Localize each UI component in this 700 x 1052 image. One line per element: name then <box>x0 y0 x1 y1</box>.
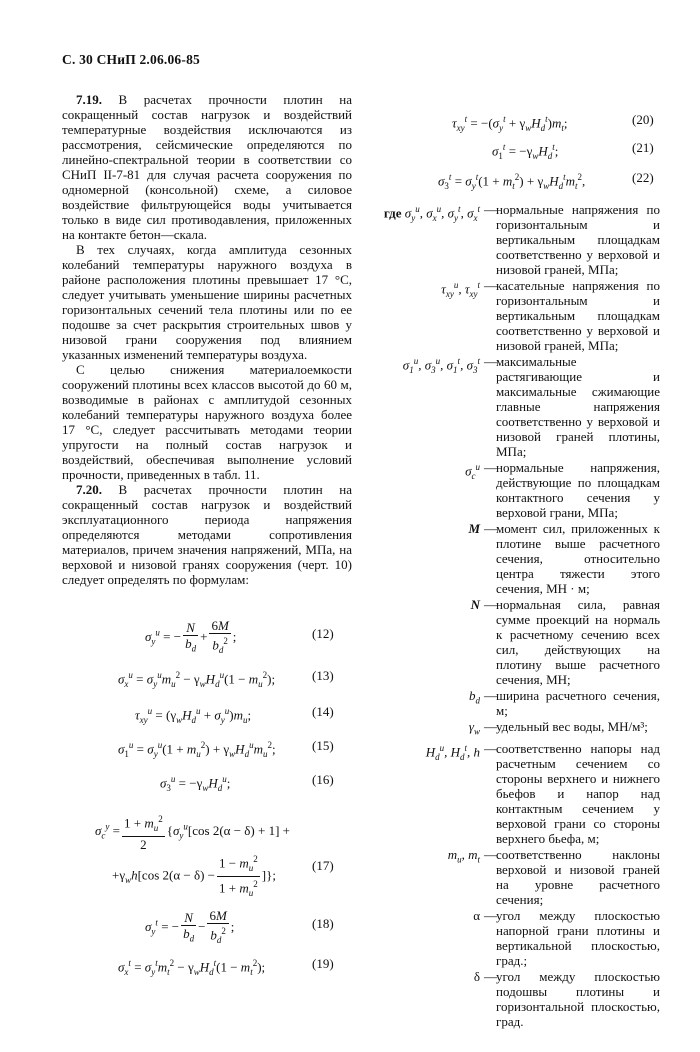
page-header: С. 30 СНиП 2.06.06-85 <box>62 52 200 67</box>
definition-symbol: $\sigma_c^u$ <box>465 462 480 481</box>
definition-symbol: $H_d^u$, $H_d^t$, h <box>425 742 480 762</box>
paragraph-text: В расчетах прочности плотин на сокращенный состав нагрузок и воздействий эксплуатационного периода напряжения определяются методами сопротивления материалов, причем значения напряжений, МПа, на верховой и низовой гранях сооружения (черт. 10) следует определять по формулам: <box>62 482 353 587</box>
definition-text: момент сил, приложенных к плотине выше расчетного сечения, относительно центра тяжести этого сечения, МН · м; <box>496 521 660 596</box>
definition-item: N — нормальная сила, равная сумме проекций на нормаль к расчетному сечению всех сил, действующих на плотину выше расчетного сечения, МН; <box>360 597 660 687</box>
definition-text: нормальные напряжения по горизонтальным и вертикальным площадкам соответственно у верховой и низовой граней, МПа; <box>496 202 660 277</box>
formula-16: $\sigma_3^u = -\gamma_wH_d^u$; <box>160 774 231 793</box>
formula-18: $\sigma_y^t$ = − $\frac{N}{b_d}$ − $\frac{6M}{b_d^2}$ ; <box>145 908 235 945</box>
paragraph-text: В тех случаях, когда амплитуда сезонных колебаний температуры наружного воздуха в районе расположения плотины превышает 17 °С, следует учитывать уменьшение ширины расчетных горизонтальных сечений тела плотины или по ее подошве за счет раскрытия строительных швов у низовой грани сооружения под влиянием указанных изменений температуры воздуха. <box>62 242 352 362</box>
paragraph-amplitude <box>62 242 352 362</box>
definition-symbol: δ <box>473 968 480 984</box>
paragraph-text: В расчетах прочности плотин на сокращенный состав нагрузок и воздействий температурные воздействия исключаются из рассмотрения, сейсмические определяются по линейно-спектральной теории в соответствии со СНиП II-7-81 для случая расчета сооружения по одномерной (консольной) схеме, а силовое воздействие фильтрующейся воды учитывается только в виде сил противодавления, приложенных на контакте бетон—скала. <box>62 92 353 242</box>
definition-item: $\sigma_1^u$, $\sigma_3^u$, $\sigma_1^t$, $\sigma_3^t$ — максимальные растягивающие и максимальные сжимающие главные напряжения соответственно у верховой и низовой граней плотины, МПа; <box>360 354 660 459</box>
formula-21: $\sigma_1^t = -\gamma_wH_d^t$; <box>492 142 559 161</box>
equation-number: (21) <box>632 140 654 155</box>
formula-20: $\tau_{xy}^t = -(\sigma_y^t + \gamma_wH_d^t)m_t$; <box>452 114 568 133</box>
equation-number: (18) <box>312 916 334 931</box>
definition-item: $\sigma_c^u$ — нормальные напряжения, действующие по площадкам контактного сечения у верховой грани, МПа; <box>360 460 660 520</box>
paragraph-text: С целью снижения материалоемкости сооружений плотины всех классов высотой до 60 м, возводимые в районах с амплитудой сезонных колебаний температуры наружного воздуха более 17 °С, следует рассчитывать методами теории упругости на полный состав нагрузок и воздействий, обеспечивая выполнение условий прочности, приведенных в табл. 11. <box>62 362 352 482</box>
definition-symbol: где $\sigma_y^u$, $\sigma_x^u$, $\sigma_y^t$, $\sigma_x^t$ <box>383 204 480 223</box>
definition-symbol: $\gamma_w$ <box>468 719 480 737</box>
formula-22: $\sigma_3^t = \sigma_y^t(1 + m_t^2) + \gamma_wH_d^tm_t^2$, <box>438 172 586 191</box>
equation-number: (17) <box>312 858 334 873</box>
definition-symbol: $m_u$, $m_t$ <box>447 846 480 865</box>
definition-symbol: α <box>473 907 480 923</box>
definition-text: угол между плоскостью подошвы плотины и горизонтальной плоскостью, град. <box>496 968 660 1029</box>
equation-number: (14) <box>312 704 334 719</box>
section-number: 7.20. <box>76 482 102 497</box>
formula-17a: $\sigma_c^y$ = $\frac{1 + m_u^2}{2}$ {$\sigma_y^u[\cos$ 2(α − δ) + 1] + <box>95 814 290 852</box>
section-number: 7.19. <box>76 92 102 107</box>
definition-item: α — угол между плоскостью напорной грани плотины и вертикальной плоскостью, град.; <box>360 908 660 968</box>
definition-item: $H_d^u$, $H_d^t$, h — соответственно напоры над расчетным сечением со стороны верхнего и нижнего бьефов и напор над контактным сечением у верховой грани со стороны верхнего бьефа, м; <box>360 741 660 846</box>
definition-item: $m_u$, $m_t$ — соответственно наклоны верховой и низовой граней на уровне расчетного сечения; <box>360 847 660 907</box>
definition-text: соответственно наклоны верховой и низовой граней на уровне расчетного сечения; <box>496 846 660 907</box>
formula-14: $\tau_{xy}^u = (\gamma_wH_d^u + \sigma_y^u)m_u$; <box>135 706 252 725</box>
equation-number: (12) <box>312 626 334 641</box>
equation-number: (13) <box>312 668 334 683</box>
definition-item: M — момент сил, приложенных к плотине выше расчетного сечения, относительно центра тяжести этого сечения, МН · м; <box>360 521 660 596</box>
formula-15: $\sigma_1^u = \sigma_y^u(1 + m_u^2) + \gamma_wH_d^um_u^2$; <box>118 740 276 759</box>
definition-text: соответственно напоры над расчетным сечением со стороны верхнего и нижнего бьефов и напор над контактным сечением у верховой грани со стороны верхнего бьефа, м; <box>496 740 660 846</box>
definition-item: δ — угол между плоскостью подошвы плотины и горизонтальной плоскостью, град. <box>360 969 660 1029</box>
definition-symbol: N <box>470 597 480 612</box>
paragraph-7-19 <box>62 92 352 242</box>
definition-symbol: $b_d$ <box>469 688 480 706</box>
definition-text: нормальная сила, равная сумме проекций на нормаль к расчетному сечению всех сил, действующих на плотину выше расчетного сечения, МН; <box>496 597 660 687</box>
definition-item: где $\sigma_y^u$, $\sigma_x^u$, $\sigma_y^t$, $\sigma_x^t$ — нормальные напряжения по горизонтальным и вертикальным площадкам соответственно у верховой и низовой граней, МПа; <box>360 202 660 277</box>
definition-text: нормальные напряжения, действующие по площадкам контактного сечения у верховой грани, МПа; <box>496 460 660 520</box>
equation-number: (16) <box>312 772 334 787</box>
definition-text: угол между плоскостью напорной грани плотины и вертикальной плоскостью, град.; <box>496 907 660 968</box>
definition-text: касательные напряжения по горизонтальным и вертикальным площадкам соответственно у верховой и низовой граней, МПа; <box>496 278 660 353</box>
definition-item: $b_d$ — ширина расчетного сечения, м; <box>360 688 660 718</box>
equation-number: (19) <box>312 956 334 971</box>
equation-number: (22) <box>632 170 654 185</box>
paragraph-material <box>62 362 352 482</box>
left-column <box>62 92 352 587</box>
definition-text: максимальные растягивающие и максимальные сжимающие главные напряжения соответственно у верховой и низовой граней плотины, МПа; <box>496 354 660 459</box>
formula-13: $\sigma_x^u = \sigma_y^um_u^2 - \gamma_wH_d^u(1 - m_u^2)$; <box>118 670 276 689</box>
equation-number: (20) <box>632 112 654 127</box>
definition-symbol: $\sigma_1^u$, $\sigma_3^u$, $\sigma_1^t$, $\sigma_3^t$ <box>402 356 480 375</box>
definition-symbol: M <box>468 521 480 536</box>
paragraph-7-20 <box>62 482 352 587</box>
definition-symbol: $\tau_{xy}^u$, $\tau_{xy}^t$ <box>441 280 480 299</box>
definitions-list <box>360 202 660 1030</box>
formula-17b: $+\gamma_wh[\cos$ 2(α − δ) − $\frac{1 - m_u^2}{1 + m_u^2}$ ]}; <box>112 854 276 898</box>
definition-text: удельный вес воды, МН/м³; <box>496 719 648 734</box>
definition-item: $\tau_{xy}^u$, $\tau_{xy}^t$ — касательные напряжения по горизонтальным и вертикальным площадкам соответственно у верховой и низовой граней, МПа; <box>360 278 660 353</box>
equation-number: (15) <box>312 738 334 753</box>
formula-12: $\sigma_y^u$ = − $\frac{N}{b_d}$ + $\frac{6M}{b_d^2}$ ; <box>145 618 237 655</box>
formula-19: $\sigma_x^t = \sigma_y^tm_t^2 - \gamma_wH_d^t(1 - m_t^2)$; <box>118 958 266 977</box>
definition-text: ширина расчетного сечения, м; <box>496 688 660 718</box>
definition-item: $\gamma_w$ — удельный вес воды, МН/м³; <box>360 719 660 740</box>
